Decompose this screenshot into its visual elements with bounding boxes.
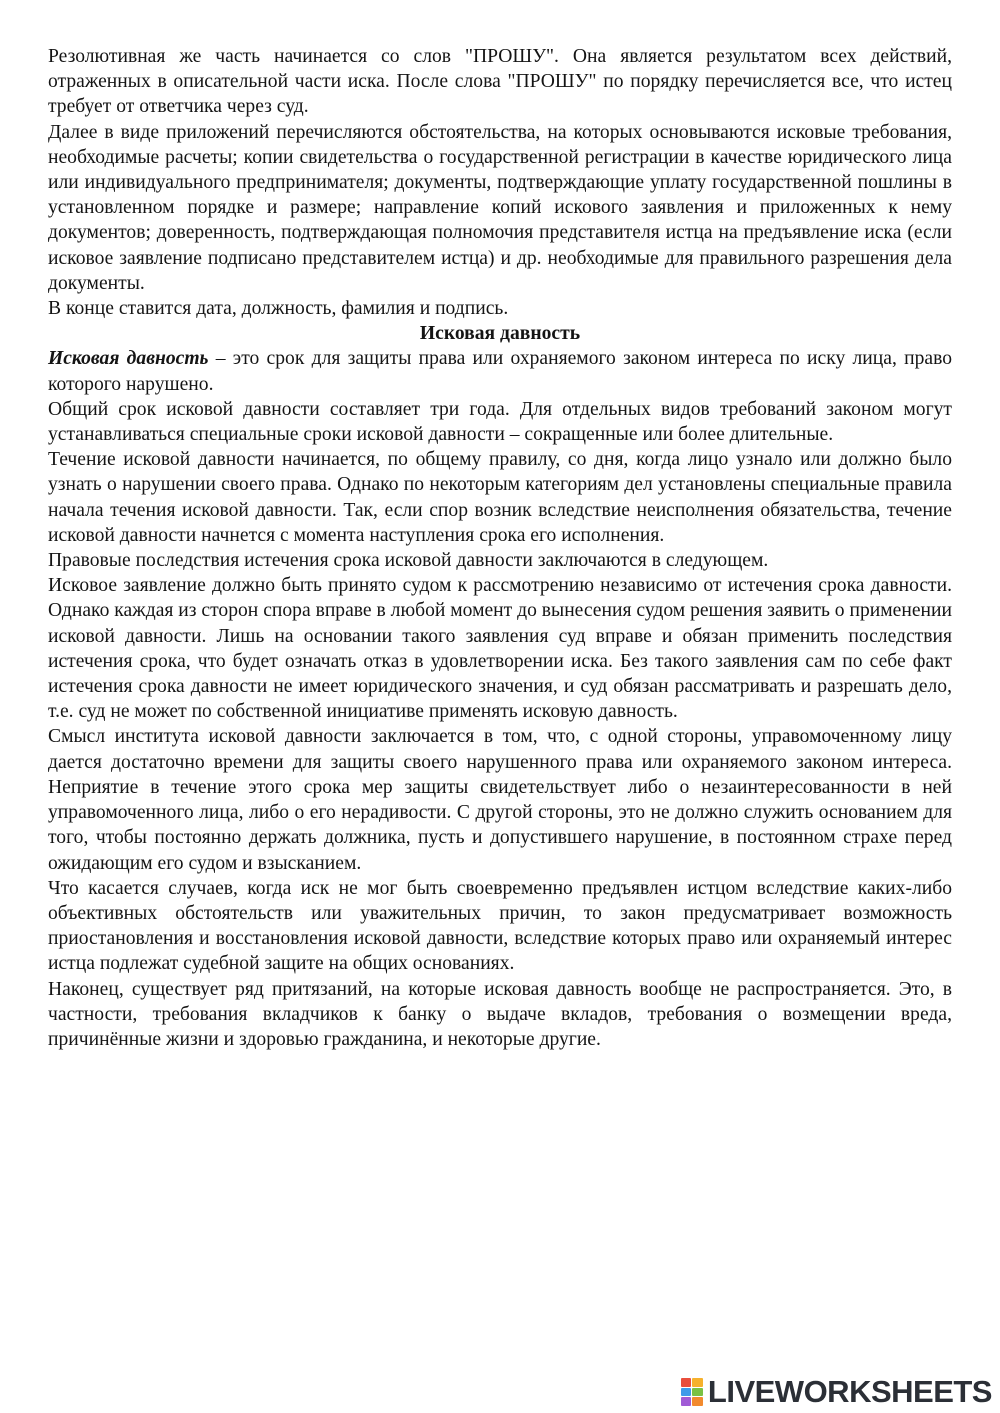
- liveworksheets-logo-icon: [681, 1378, 703, 1406]
- paragraph-consequences: Исковое заявление должно быть принято судом к рассмотрению независимо от истечения срока давности. Однако каждая из сторон спора вправе в любой момент до вынесения судом решения заявить о применении исковой давности. Лишь на основании такого заявления суд вправе и обязан применить последствия истечения срока, что будет означать отказ в удовлетворении иска. Без такого заявления сам по себе факт истечения срока давности не имеет юридического значения, и суд обязан рассматривать и разрешать дело, т.е. суд не может по собственной инициативе применять исковую давность.: [48, 575, 953, 723]
- paragraph-term-start: Течение исковой давности начинается, по общему правилу, со дня, когда лицо узнало или должно было узнать о нарушении своего права. Однако по некоторым категориям дел установлены специальные правила начала течения исковой давности. Так, если спор возник вследствие неисполнения обязательства, течение исковой давности начнется с момента наступления срока его исполнения.: [48, 449, 952, 546]
- paragraph-definition: [48, 346, 952, 396]
- logo-block: [681, 1388, 692, 1397]
- definition-term: Исковая давность: [48, 348, 209, 370]
- section-heading: Исковая давность: [419, 323, 581, 345]
- paragraph-consequences-intro: Правовые последствия истечения срока исковой давности заключаются в следующем.: [48, 550, 769, 572]
- logo-block: [681, 1397, 692, 1406]
- paragraph-resolution: Резолютивная же часть начинается со слов "ПРОШУ". Она является результатом всех действий, отраженных в описательной части иска. После слова "ПРОШУ" по порядку перечисляется все, что истец требует от ответчика через суд.: [48, 46, 952, 118]
- paragraph-suspension: Что касается случаев, когда иск не мог быть своевременно предъявлен истцом вследствие каких-либо объективных обстоятельств или уважительных причин, то закон предусматривает возможность приостановления и восстановления исковой давности, вследствие которых право или охраняемый интерес истца подлежат судебной защите на общих основаниях.: [48, 877, 952, 975]
- paragraph-purpose: Смысл института исковой давности заключается в том, что, с одной стороны, управомоченному лицу дается достаточно времени для защиты своего нарушенного права или охраняемого законом интереса. Неприятие в течение этого срока мер защиты свидетельствует либо о незаинтересованности в ней управомоченного лица, либо о его нерадивости. С другой стороны, это не должно служить основанием для того, чтобы постоянно держать должника, пусть и допустившего нарушение, в постоянном страхе перед ожидающим его судом и взысканием.: [48, 726, 952, 874]
- logo-block: [692, 1388, 703, 1397]
- paragraph-attachments: Далее в виде приложений перечисляются обстоятельства, на которых основываются исковые требования, необходимые расчеты; копии свидетельства о государственной регистрации в качестве юридического лица или индивидуального предпринимателя; документы, подтверждающие уплату государственной пошлины в установленном порядке и размере; направление копий искового заявления и приложенных к нему документов; доверенность, подтверждающая полномочия представителя истца на предъявление иска (если исковое заявление подписано представителем истца) и др. необходимые для правильного разрешения дела документы.: [48, 121, 952, 294]
- logo-block: [692, 1378, 703, 1387]
- definition-text: – это срок для защиты права или охраняемого законом интереса по иску лица, право которого нарушено.: [48, 348, 952, 395]
- document-body: [48, 44, 952, 1052]
- logo-block: [681, 1378, 692, 1387]
- logo-block: [692, 1397, 703, 1406]
- paragraph-signature: В конце ставится дата, должность, фамилия и подпись.: [48, 298, 509, 320]
- paragraph-general-term: Общий срок исковой давности составляет три года. Для отдельных видов требований законом могут устанавливаться специальные сроки исковой давности – сокращенные или более длительные.: [48, 398, 952, 446]
- liveworksheets-logo[interactable]: [681, 1375, 992, 1409]
- logo-text: LIVEWORKSHEETS: [707, 1374, 992, 1409]
- paragraph-exceptions: Наконец, существует ряд притязаний, на которые исковая давность вообще не распространяется. Это, в частности, требования вкладчиков к банку о выдаче вкладов, требования о возмещении вреда, причинённые жизни и здоровью гражданина, и некоторые другие.: [48, 978, 952, 1050]
